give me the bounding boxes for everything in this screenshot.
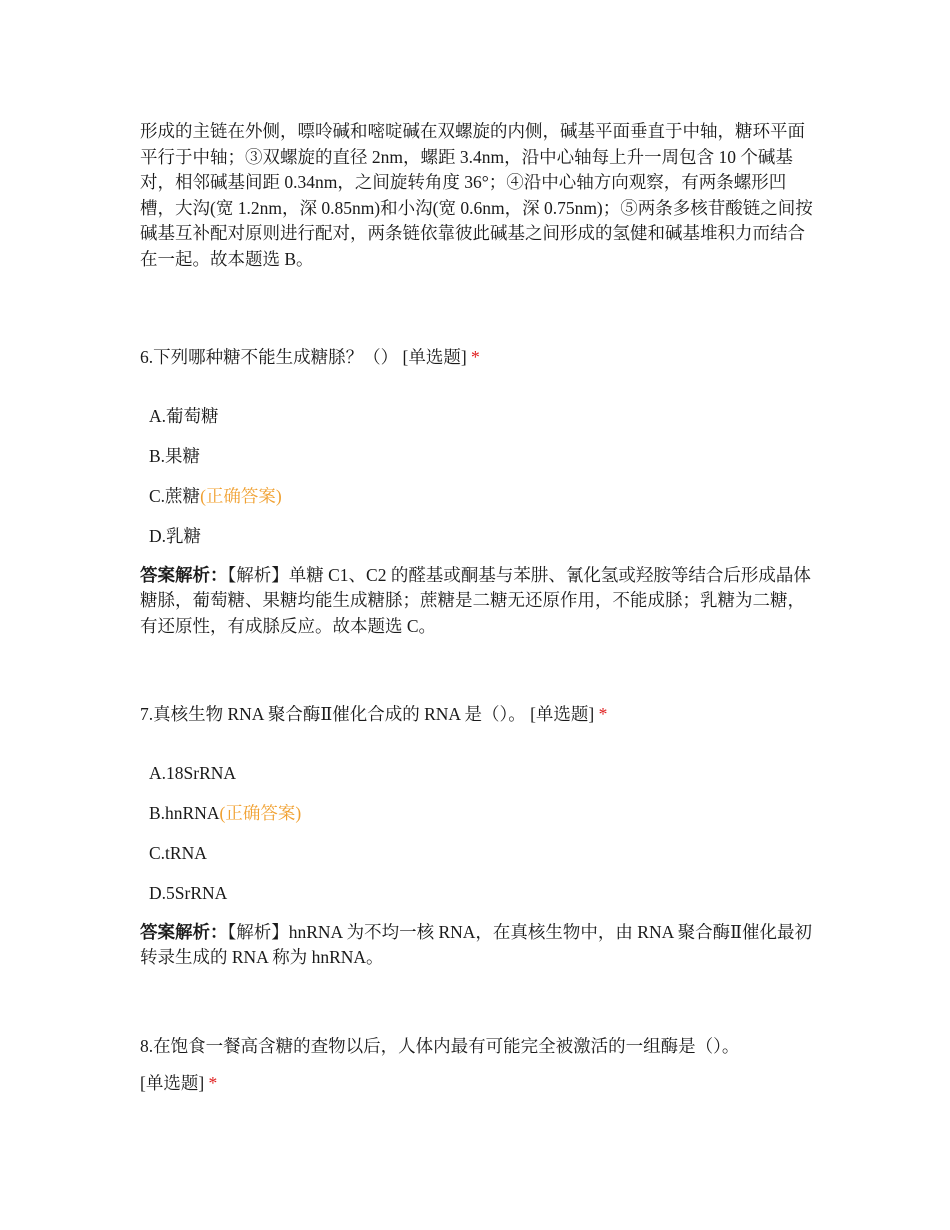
option-d xyxy=(140,517,815,557)
option-c xyxy=(140,834,815,874)
option-c xyxy=(140,477,815,517)
question-title xyxy=(140,702,815,728)
required-mark: * xyxy=(208,1072,218,1093)
option-label: A.葡萄糖 xyxy=(149,406,219,426)
answer-analysis xyxy=(140,920,815,971)
options-list xyxy=(140,754,815,914)
question-title-text: 8.在饱食一餐高含糖的查物以后，人体内最有可能完全被激活的一组酶是（）。 xyxy=(140,1036,740,1056)
correct-answer-tag: (正确答案) xyxy=(200,486,282,506)
question-type-tag: [单选题] xyxy=(530,704,595,724)
option-label: D.乳糖 xyxy=(149,526,202,546)
continuation-text: 形成的主链在外侧，嘌呤碱和嘧啶碱在双螺旋的内侧，碱基平面垂直于中轴，糖环平面平行于中轴；③双螺旋的直径 2nm，螺距 3.4nm，沿中心轴每上升一周包含 10 个碱基对，相邻碱基间距 0.34nm，之间旋转角度 36°；④沿中心轴方向观察，有两条螺形凹槽，大沟(宽 1.2nm，深 0.85nm)和小沟(宽 0.6nm，深 0.75nm)；⑤两条多核苷酸链之间按碱基互补配对原则进行配对，两条链依靠彼此碱基之间形成的氢健和碱基堆积力而结合在一起。故本题选 B。 xyxy=(140,121,813,269)
question-8 xyxy=(140,1034,815,1096)
required-mark: * xyxy=(471,347,480,367)
option-label: A.18SrRNA xyxy=(149,763,237,783)
option-a xyxy=(140,754,815,794)
question-type-tag: [单选题] xyxy=(140,1072,205,1093)
option-label: D.5SrRNA xyxy=(149,883,228,903)
answer-analysis xyxy=(140,563,815,640)
question-title xyxy=(140,1034,815,1060)
question-type-tag: [单选题] xyxy=(402,347,467,367)
analysis-text: 【解析】hnRNA 为不均一核 RNA，在真核生物中，由 RNA 聚合酶Ⅱ催化最初转录生成的 RNA 称为 hnRNA。 xyxy=(140,921,813,967)
option-label: B.果糖 xyxy=(149,446,201,466)
option-a xyxy=(140,397,815,437)
analysis-label: 答案解析： xyxy=(140,564,228,585)
analysis-label: 答案解析： xyxy=(140,921,228,942)
previous-analysis-continuation xyxy=(140,119,815,272)
option-label: B.hnRNA xyxy=(149,803,220,823)
question-7 xyxy=(140,702,815,971)
option-label: C.蔗糖 xyxy=(149,486,201,506)
option-label: C.tRNA xyxy=(149,843,207,863)
options-list xyxy=(140,397,815,557)
question-type-line xyxy=(140,1071,815,1097)
option-d xyxy=(140,874,815,914)
question-title-text: 6.下列哪种糖不能生成糖脎？（） xyxy=(140,347,399,367)
required-mark: * xyxy=(598,704,608,724)
question-title xyxy=(140,345,815,371)
analysis-text: 【解析】单糖 C1、C2 的醛基或酮基与苯肼、氰化氢或羟胺等结合后形成晶体糖脎，葡萄糖、果糖均能生成糖脎；蔗糖是二糖无还原作用，不能成脎；乳糖为二糖，有还原性，有成脎反应。故本题选 C。 xyxy=(140,564,811,636)
question-title-text: 7.真核生物 RNA 聚合酶Ⅱ催化合成的 RNA 是（）。 xyxy=(140,704,526,724)
question-6 xyxy=(140,345,815,639)
option-b xyxy=(140,794,815,834)
option-b xyxy=(140,437,815,477)
correct-answer-tag: (正确答案) xyxy=(219,803,302,823)
